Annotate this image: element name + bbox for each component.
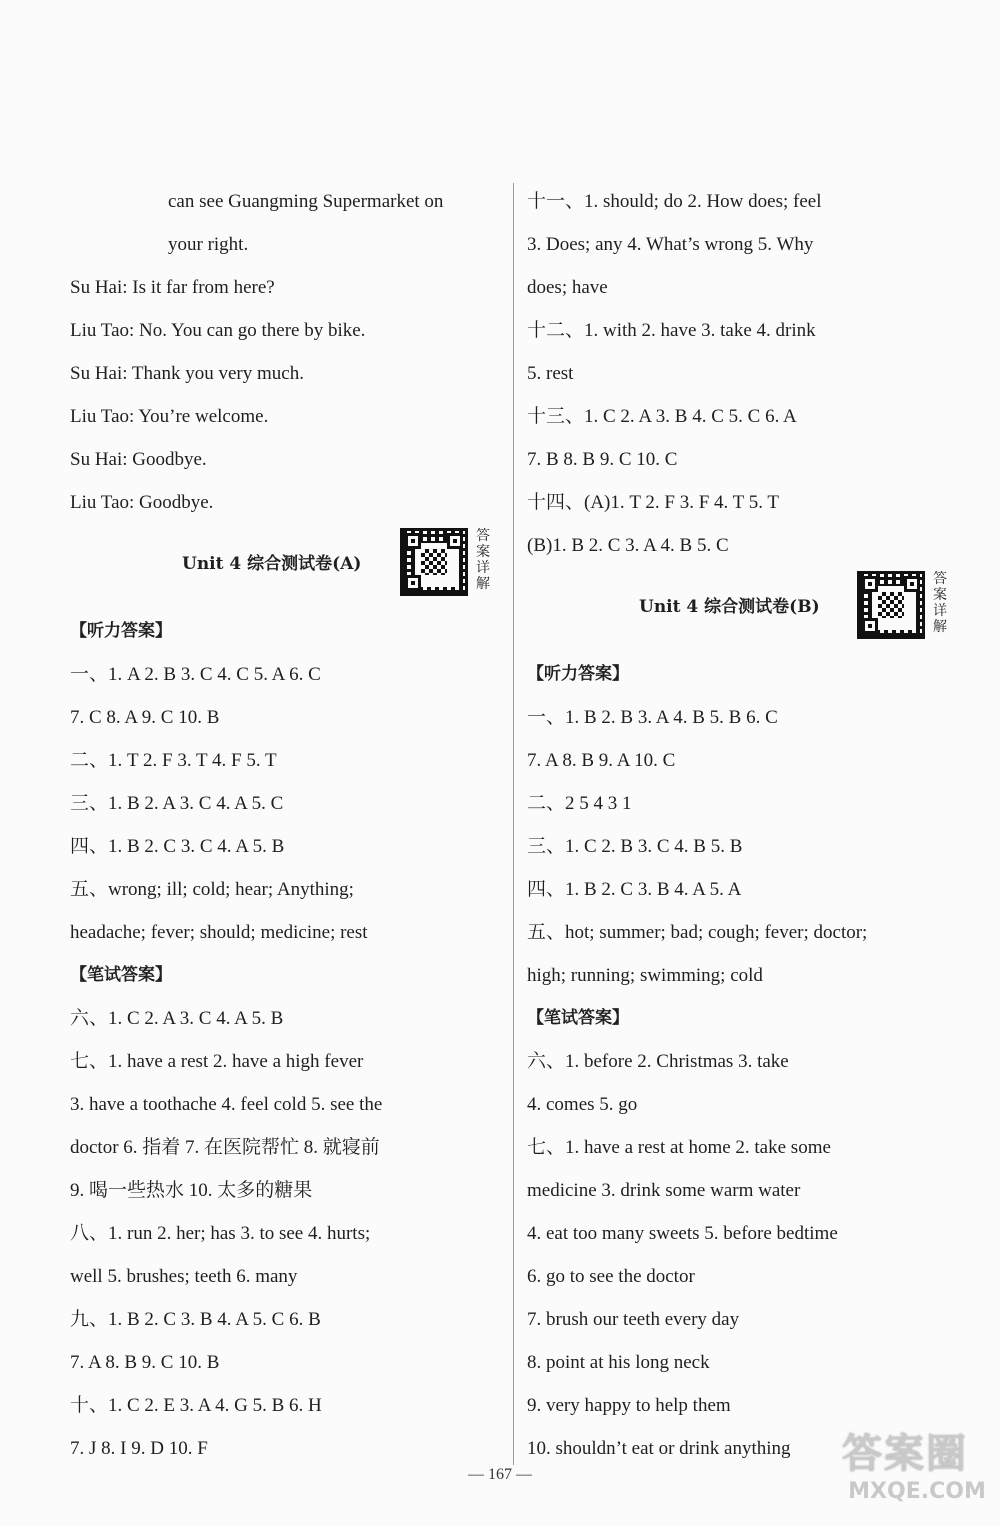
- answer-line: 六、1. C 2. A 3. C 4. A 5. B: [70, 1008, 284, 1029]
- answer-line: 七、1. have a rest 2. have a high fever: [70, 1051, 364, 1072]
- unit-title: Unit 4 综合测试卷(B): [639, 597, 820, 617]
- answer-line: 8. point at his long neck: [527, 1352, 710, 1373]
- answer-line: 十、1. C 2. E 3. A 4. G 5. B 6. H: [70, 1395, 322, 1416]
- dialogue-line: Su Hai: Is it far from here?: [70, 277, 275, 298]
- answer-line: 4. comes 5. go: [527, 1094, 638, 1115]
- answer-line: 7. C 8. A 9. C 10. B: [70, 707, 220, 728]
- answer-line: 9. 喝一些热水 10. 太多的糖果: [70, 1180, 313, 1201]
- unit-title: Unit 4 综合测试卷(A): [182, 554, 362, 574]
- answer-line: 3. have a toothache 4. feel cold 5. see the: [70, 1094, 383, 1115]
- written-heading: 【笔试答案】: [527, 1008, 629, 1028]
- answer-line: 五、wrong; ill; cold; hear; Anything;: [70, 879, 354, 900]
- answer-line: 三、1. B 2. A 3. C 4. A 5. C: [70, 793, 284, 814]
- answer-line: 7. J 8. I 9. D 10. F: [70, 1438, 208, 1459]
- answer-line: 四、1. B 2. C 3. B 4. A 5. A: [527, 879, 742, 900]
- unit-title-block-b: [527, 567, 957, 653]
- dialogue-line: Liu Tao: Goodbye.: [70, 492, 214, 513]
- unit-title-block-a: [70, 524, 500, 610]
- text-line: can see Guangming Supermarket on: [168, 191, 444, 212]
- answer-line: (B)1. B 2. C 3. A 4. B 5. C: [527, 535, 729, 556]
- answer-line: 5. rest: [527, 363, 574, 384]
- answer-line: 一、1. A 2. B 3. C 4. C 5. A 6. C: [70, 664, 321, 685]
- answer-line: 7. A 8. B 9. A 10. C: [527, 750, 676, 771]
- watermark-main: 答案圈: [842, 1431, 968, 1477]
- dialogue-line: Su Hai: Thank you very much.: [70, 363, 304, 384]
- column-divider: [513, 183, 514, 1465]
- answer-line: 十三、1. C 2. A 3. B 4. C 5. C 6. A: [527, 406, 797, 427]
- answer-line: 二、2 5 4 3 1: [527, 793, 632, 814]
- text-line: your right.: [168, 234, 249, 255]
- answer-line: 一、1. B 2. B 3. A 4. B 5. B 6. C: [527, 707, 778, 728]
- qr-caption: 答案详解: [476, 528, 490, 592]
- answer-line: high; running; swimming; cold: [527, 965, 763, 986]
- answer-line: 二、1. T 2. F 3. T 4. F 5. T: [70, 750, 277, 771]
- answer-line: 4. eat too many sweets 5. before bedtime: [527, 1223, 838, 1244]
- answer-line: medicine 3. drink some warm water: [527, 1180, 801, 1201]
- watermark-logo: [842, 1430, 992, 1522]
- qr-code-icon[interactable]: [857, 571, 925, 639]
- answer-line: 五、hot; summer; bad; cough; fever; doctor;: [527, 922, 868, 943]
- answer-line: headache; fever; should; medicine; rest: [70, 922, 368, 943]
- answer-line: 十一、1. should; do 2. How does; feel: [527, 191, 822, 212]
- dialogue-line: Liu Tao: You’re welcome.: [70, 406, 269, 427]
- listening-heading: 【听力答案】: [527, 664, 629, 684]
- answer-line: 7. B 8. B 9. C 10. C: [527, 449, 678, 470]
- answer-line: 七、1. have a rest at home 2. take some: [527, 1137, 831, 1158]
- answer-line: 六、1. before 2. Christmas 3. take: [527, 1051, 789, 1072]
- right-column: [527, 180, 957, 1470]
- answer-line: 6. go to see the doctor: [527, 1266, 695, 1287]
- answer-line: 10. shouldn’t eat or drink anything: [527, 1438, 791, 1459]
- answer-line: well 5. brushes; teeth 6. many: [70, 1266, 298, 1287]
- watermark-site: MXQE.COM: [848, 1479, 986, 1504]
- answer-line: 十四、(A)1. T 2. F 3. F 4. T 5. T: [527, 492, 779, 513]
- answer-line: 十二、1. with 2. have 3. take 4. drink: [527, 320, 816, 341]
- qr-code-icon[interactable]: [400, 528, 468, 596]
- listening-heading: 【听力答案】: [70, 621, 172, 641]
- answer-line: 八、1. run 2. her; has 3. to see 4. hurts;: [70, 1223, 371, 1244]
- left-column: [70, 180, 500, 1470]
- dialogue-line: Liu Tao: No. You can go there by bike.: [70, 320, 366, 341]
- written-heading: 【笔试答案】: [70, 965, 172, 985]
- answer-line: doctor 6. 指着 7. 在医院帮忙 8. 就寝前: [70, 1137, 380, 1158]
- answer-line: 7. A 8. B 9. C 10. B: [70, 1352, 220, 1373]
- qr-caption: 答案详解: [933, 571, 947, 635]
- dialogue-line: Su Hai: Goodbye.: [70, 449, 207, 470]
- page-number: — 167 —: [468, 1466, 532, 1483]
- answer-line: 四、1. B 2. C 3. C 4. A 5. B: [70, 836, 285, 857]
- answer-line: 三、1. C 2. B 3. C 4. B 5. B: [527, 836, 743, 857]
- answer-line: 3. Does; any 4. What’s wrong 5. Why: [527, 234, 814, 255]
- answer-line: 7. brush our teeth every day: [527, 1309, 740, 1330]
- answer-line: does; have: [527, 277, 608, 298]
- answer-line: 九、1. B 2. C 3. B 4. A 5. C 6. B: [70, 1309, 321, 1330]
- answer-line: 9. very happy to help them: [527, 1395, 731, 1416]
